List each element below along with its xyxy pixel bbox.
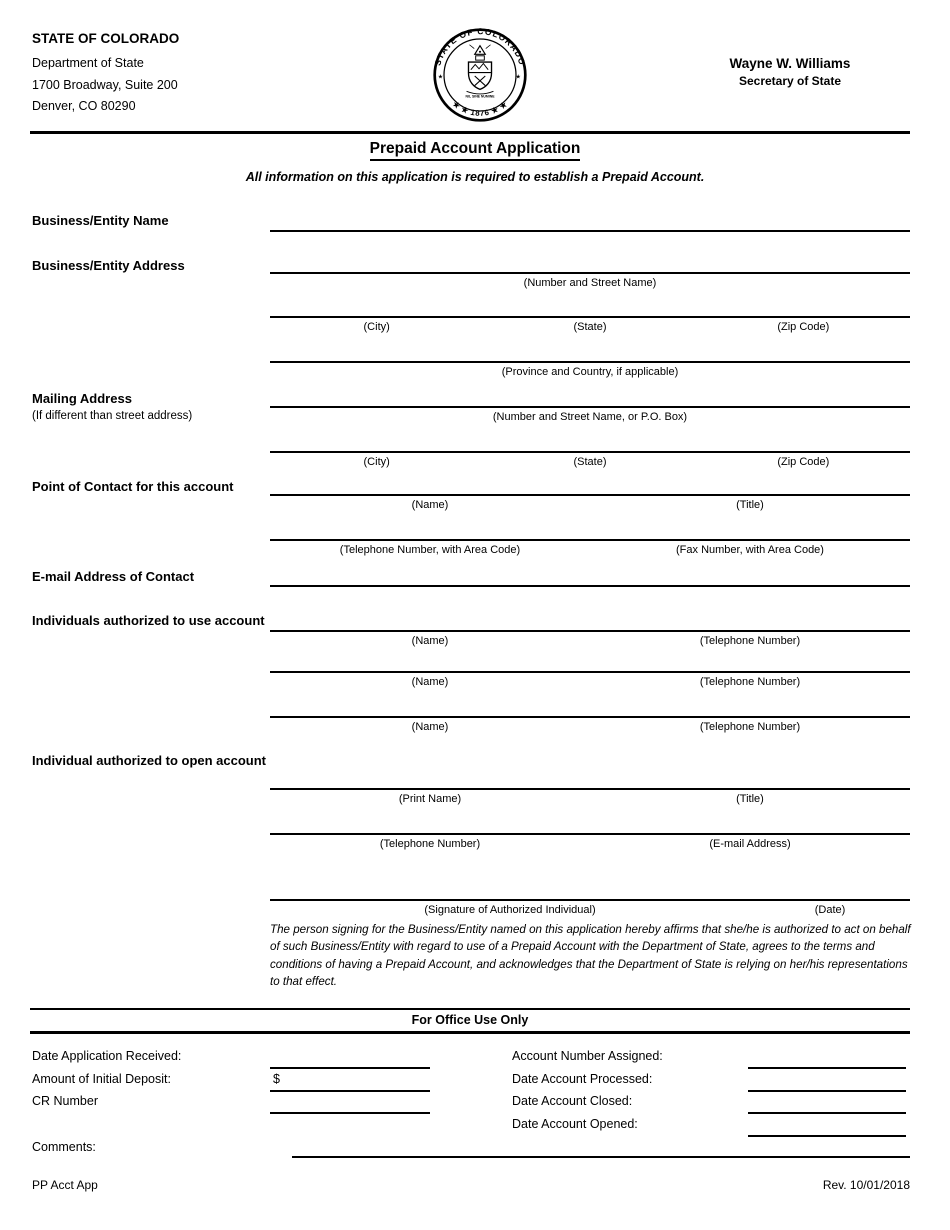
business-address-label: Business/Entity Address [32, 258, 185, 273]
deposit-label: Amount of Initial Deposit: [32, 1072, 171, 1086]
fax-caption: (Fax Number, with Area Code) [676, 544, 824, 556]
authorized-user-1-field[interactable] [270, 630, 910, 632]
opener-phone-email-captions [270, 837, 910, 851]
cr-number-label: CR Number [32, 1094, 98, 1108]
city-state-zip-captions [270, 320, 910, 334]
official-block [650, 56, 930, 88]
province-caption: (Province and Country, if applicable) [501, 366, 679, 378]
street-caption: (Number and Street Name) [523, 277, 657, 289]
authorized-users-label: Individuals authorized to use account [32, 613, 265, 628]
street-address: 1700 Broadway, Suite 200 [32, 77, 178, 92]
phone-caption: (Telephone Number) [699, 635, 801, 647]
account-processed-field[interactable] [748, 1090, 906, 1092]
state-name: STATE OF COLORADO [32, 31, 180, 46]
state-caption: (State) [573, 321, 607, 333]
print-name-caption: (Print Name) [398, 793, 462, 805]
date-caption: (Date) [814, 904, 846, 916]
account-closed-field[interactable] [748, 1112, 906, 1114]
contact-email-field[interactable] [270, 585, 910, 587]
header-divider [30, 131, 910, 134]
business-street-field[interactable] [270, 272, 910, 274]
office-use-heading: For Office Use Only [411, 1013, 529, 1027]
deposit-dollar-sign: $ [273, 1072, 280, 1086]
page-title: Prepaid Account Application [370, 140, 581, 161]
business-name-field[interactable] [270, 230, 910, 232]
phone-caption: (Telephone Number) [699, 721, 801, 733]
agency-address-block [32, 31, 332, 118]
signature-captions [270, 903, 910, 917]
business-name-label: Business/Entity Name [32, 213, 169, 228]
poc-phone-fax-field[interactable] [270, 539, 910, 541]
city-state-zip: Denver, CO 80290 [32, 99, 136, 113]
email-caption: (E-mail Address) [709, 838, 791, 850]
account-opened-field[interactable] [748, 1135, 906, 1137]
zip-caption: (Zip Code) [777, 321, 830, 333]
authorized-opener-label: Individual authorized to open account [32, 753, 267, 768]
name-caption: (Name) [411, 676, 449, 688]
comments-label: Comments: [32, 1140, 96, 1154]
comments-field[interactable] [292, 1156, 910, 1158]
opener-phone-email-field[interactable] [270, 833, 910, 835]
deposit-field[interactable] [270, 1090, 430, 1092]
mailing-city-state-zip-field[interactable] [270, 451, 910, 453]
colorado-state-seal-icon [432, 27, 528, 123]
zip-caption: (Zip Code) [777, 456, 830, 468]
mailing-address-note: (If different than street address) [32, 410, 193, 422]
mailing-address-label: Mailing Address [32, 391, 132, 406]
state-caption: (State) [573, 456, 607, 468]
authorized-user-2-field[interactable] [270, 671, 910, 673]
date-received-field[interactable] [270, 1067, 430, 1069]
phone-caption: (Telephone Number) [699, 676, 801, 688]
poc-name-title-captions [270, 498, 910, 512]
seal-star-right: ★ [515, 73, 522, 81]
name-caption: (Name) [411, 499, 449, 511]
secretary-name: Wayne W. Williams [729, 56, 851, 71]
seal-year-text: ★ ★ 1876 ★ ★ [450, 99, 510, 118]
seal-star-left: ★ [437, 73, 444, 81]
account-assigned-field[interactable] [748, 1067, 906, 1069]
signature-caption: (Signature of Authorized Individual) [424, 904, 596, 916]
revision-date: Rev. 10/01/2018 [822, 1178, 910, 1192]
cr-number-field[interactable] [270, 1112, 430, 1114]
office-divider-bottom [30, 1031, 910, 1034]
signature-field[interactable] [270, 899, 910, 901]
mailing-city-state-zip-captions [270, 455, 910, 469]
date-received-label: Date Application Received: [32, 1049, 182, 1063]
account-assigned-label: Account Number Assigned: [512, 1049, 663, 1063]
title-caption: (Title) [736, 499, 764, 511]
opener-name-title-captions [270, 792, 910, 806]
office-divider-top [30, 1008, 910, 1010]
mailing-street-caption: (Number and Street Name, or P.O. Box) [492, 411, 688, 423]
authorized-user-3-field[interactable] [270, 716, 910, 718]
seal-motto-text: NIL SINE NUMINE [465, 94, 495, 99]
mailing-street-field[interactable] [270, 406, 910, 408]
secretary-title: Secretary of State [738, 74, 842, 88]
poc-label: Point of Contact for this account [32, 479, 234, 494]
authorized-user-1-captions [270, 634, 910, 648]
phone-caption: (Telephone Number) [379, 838, 481, 850]
authorized-user-3-captions [270, 720, 910, 734]
name-caption: (Name) [411, 635, 449, 647]
affirmation-paragraph: The person signing for the Business/Entity named on this application hereby affirms that she/he is authorized to act on behalf of such Business/Entity with regard to use of a Prepaid Account with the Department of State, agrees to the terms and conditions of having a Prepaid Account, and acknowledges that the Department of State is relying on her/his representations to that effect. [270, 923, 911, 989]
city-caption: (City) [363, 456, 390, 468]
business-province-field[interactable] [270, 361, 910, 363]
business-city-state-zip-field[interactable] [270, 316, 910, 318]
seal-ring-text: STATE OF COLORADO [432, 27, 528, 67]
phone-caption: (Telephone Number, with Area Code) [339, 544, 521, 556]
poc-phone-fax-captions [270, 543, 910, 557]
account-processed-label: Date Account Processed: [512, 1072, 653, 1086]
account-closed-label: Date Account Closed: [512, 1094, 633, 1108]
poc-name-title-field[interactable] [270, 494, 910, 496]
title-caption: (Title) [736, 793, 764, 805]
title-row [0, 140, 950, 161]
authorized-user-2-captions [270, 675, 910, 689]
name-caption: (Name) [411, 721, 449, 733]
contact-email-label: E-mail Address of Contact [32, 569, 195, 584]
opener-name-title-field[interactable] [270, 788, 910, 790]
department-name: Department of State [32, 56, 144, 70]
account-opened-label: Date Account Opened: [512, 1117, 638, 1131]
form-instruction: All information on this application is required to establish a Prepaid Account. [245, 170, 705, 184]
city-caption: (City) [363, 321, 390, 333]
form-code: PP Acct App [32, 1178, 98, 1192]
